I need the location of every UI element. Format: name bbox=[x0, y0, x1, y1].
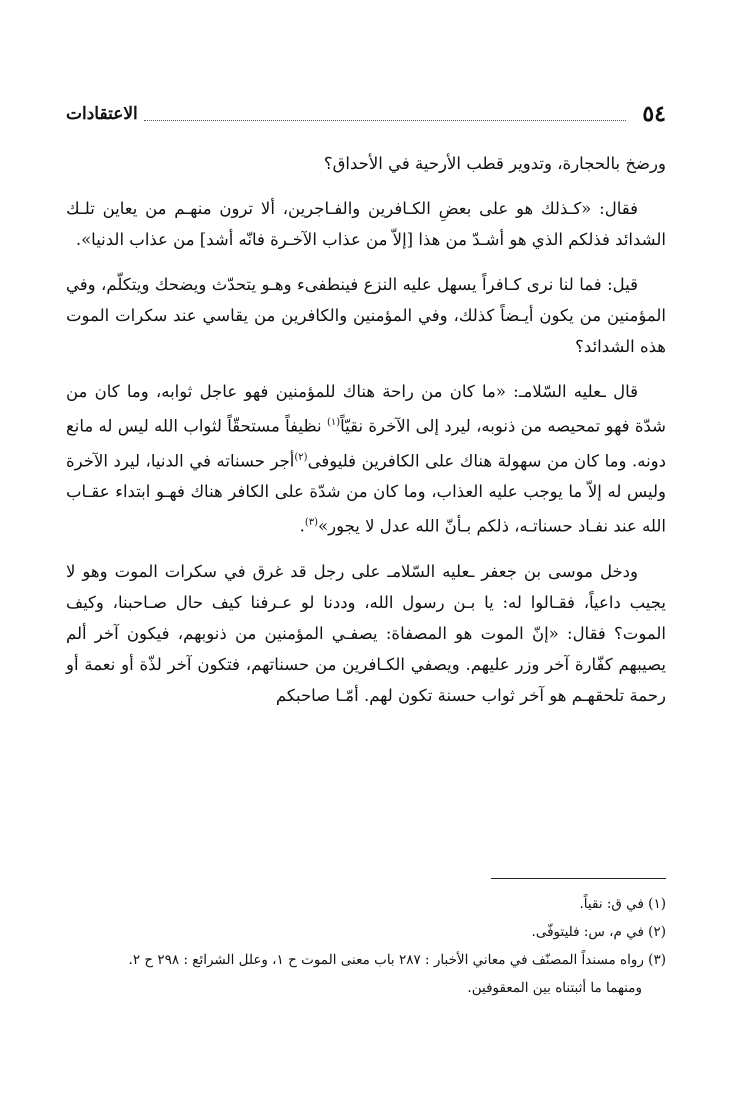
footnote-continuation: ومنهما ما أثبتناه بين المعقوفين. bbox=[467, 980, 642, 996]
text-run: أجر حسناته في الدنيا، ليرد الآخرة وليس له إلاّ ما يوجب عليه العذاب، وما كان من شدّة على الكافر هناك فهـو ابتداء عقـاب الله عند نفـاد حسناتـه، ذلكم بـأنّ الله عدل لا يجور» bbox=[66, 451, 666, 536]
text-run: نظيفاً مستحقّاً لثواب الله ليس له مانع دونه. وما كان من سهولة هناك على الكافرين فليوفى bbox=[66, 416, 666, 470]
paragraph: فقال: «كـذلك هو على بعضِ الكـافرين والفـاجرين، ألا ترون منهـم من يعاين تلـك الشدائد فذلكم الذي هو أشـدّ من هذا [إلاّ من عذاب الآخـرة فانّه أشد] من عذاب الدنيا». bbox=[66, 199, 666, 249]
footnote: (١) في ق: نقياً. bbox=[579, 896, 666, 912]
footnote: (٢) في م، س: فليتوفّى. bbox=[531, 924, 666, 940]
running-title: الاعتقادات bbox=[66, 104, 138, 124]
footnote-separator bbox=[491, 878, 666, 879]
page-header bbox=[66, 98, 666, 128]
paragraph: ورضخ بالحجارة، وتدوير قطب الأرحية في الأحداق؟ bbox=[323, 154, 666, 173]
footnote: (٣) رواه مسنداً المصنّف في معاني الأخبار : ٢٨٧ باب معنى الموت ح ١، وعلل الشرائع : ٢٩٨ ح ٢. bbox=[128, 952, 666, 968]
footnote-ref: (٣) bbox=[304, 517, 319, 528]
body-text bbox=[66, 148, 666, 725]
paragraph-imam-answer bbox=[66, 376, 666, 542]
footnote-ref: (٢) bbox=[294, 451, 308, 463]
book-page bbox=[66, 0, 666, 1100]
footnotes bbox=[66, 890, 666, 1002]
paragraph: قيل: فما لنا نرى كـافراً يسهل عليه النزع فينطفىء وهـو يتحدّث ويضحك ويتكلّم، وفي المؤمنين من يكون أيـضاً كذلك، وفي المؤمنين والكافرين من يقاسي عند سكرات الموت هذه الشدائد؟ bbox=[66, 275, 666, 356]
text-run: . bbox=[299, 516, 305, 536]
text-run: قال ـعليه السّلامـ: «ما كان من راحة هناك للمؤمنين فهو عاجل ثوابه، وما كان من شدّة فهو تمحيصه من ذنوبه، ليرد إلى الآخرة نقيّاً bbox=[66, 382, 667, 436]
footnote-ref: (١) bbox=[326, 417, 341, 428]
paragraph: ودخل موسى بن جعفر ـعليه السّلامـ على رجل قد غرق في سكرات الموت وهو لا يجيب داعياً، فقـالوا له: يا بـن رسول الله، وددنا لو عـرفنا كيف حال صـاحبنا، وكيف الموت؟ فقال: «إنّ الموت هو المصفاة: يصفـي المؤمنين من ذنوبهم، فيكون آخر ألم يصيبهم كفّارة آخر وزر عليهم. ويصفي الكـافرين من حسناتهم، فتكون آخر لذّة أو نعمة أو رحمة تلحقهـم هو آخر ثواب حسنة تكون لهم. أمّـا صاحبكم bbox=[66, 561, 666, 705]
page-number: ٥٤ bbox=[642, 101, 666, 127]
header-dotted-leader bbox=[144, 120, 627, 121]
